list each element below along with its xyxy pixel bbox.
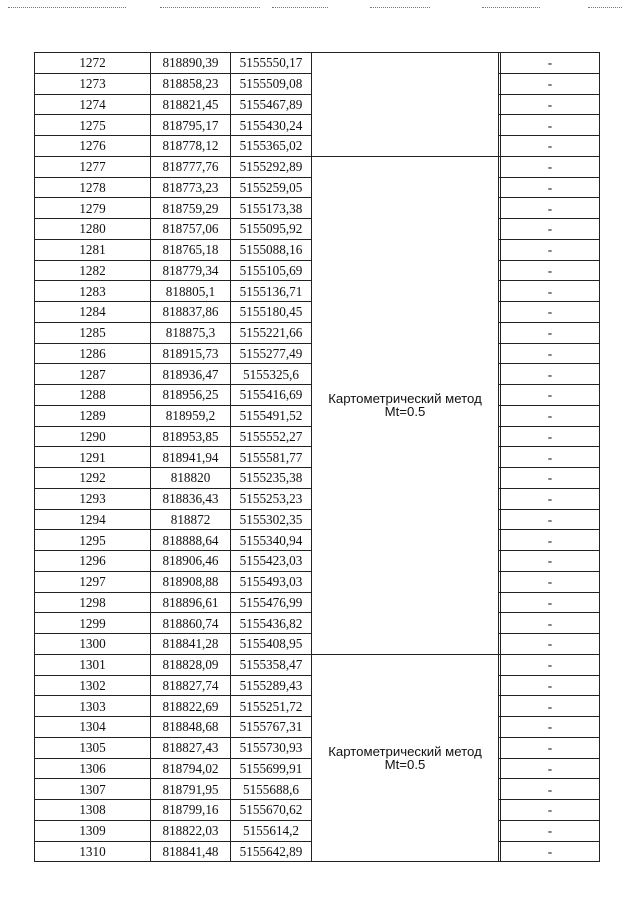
accuracy-cell: -: [501, 551, 600, 572]
x-coordinate-cell: 818822,69: [151, 696, 231, 717]
point-number-cell: 1305: [35, 737, 151, 758]
point-number-cell: 1294: [35, 509, 151, 530]
y-coordinate-cell: 5155436,82: [231, 613, 312, 634]
point-number-cell: 1277: [35, 156, 151, 177]
point-number-cell: 1284: [35, 302, 151, 323]
point-number-cell: 1279: [35, 198, 151, 219]
y-coordinate-cell: 5155493,03: [231, 571, 312, 592]
y-coordinate-cell: 5155550,17: [231, 53, 312, 74]
y-coordinate-cell: 5155289,43: [231, 675, 312, 696]
point-number-cell: 1285: [35, 322, 151, 343]
method-cell: [312, 156, 499, 654]
method-accuracy: Mt=0.5: [384, 757, 426, 772]
x-coordinate-cell: 818820: [151, 468, 231, 489]
y-coordinate-cell: 5155136,71: [231, 281, 312, 302]
point-number-cell: 1300: [35, 634, 151, 655]
y-coordinate-cell: 5155088,16: [231, 239, 312, 260]
y-coordinate-cell: 5155365,02: [231, 136, 312, 157]
accuracy-cell: -: [501, 156, 600, 177]
x-coordinate-cell: 818795,17: [151, 115, 231, 136]
y-coordinate-cell: 5155699,91: [231, 758, 312, 779]
accuracy-cell: -: [501, 385, 600, 406]
y-coordinate-cell: 5155292,89: [231, 156, 312, 177]
x-coordinate-cell: 818765,18: [151, 239, 231, 260]
x-coordinate-cell: 818821,45: [151, 94, 231, 115]
accuracy-cell: -: [501, 592, 600, 613]
accuracy-cell: -: [501, 509, 600, 530]
x-coordinate-cell: 818794,02: [151, 758, 231, 779]
x-coordinate-cell: 818827,43: [151, 737, 231, 758]
table-row: [35, 53, 600, 74]
point-number-cell: 1298: [35, 592, 151, 613]
y-coordinate-cell: 5155688,6: [231, 779, 312, 800]
y-coordinate-cell: 5155277,49: [231, 343, 312, 364]
point-number-cell: 1273: [35, 73, 151, 94]
accuracy-cell: -: [501, 302, 600, 323]
x-coordinate-cell: 818779,34: [151, 260, 231, 281]
y-coordinate-cell: 5155253,23: [231, 488, 312, 509]
point-number-cell: 1303: [35, 696, 151, 717]
y-coordinate-cell: 5155491,52: [231, 405, 312, 426]
y-coordinate-cell: 5155614,2: [231, 820, 312, 841]
x-coordinate-cell: 818956,25: [151, 385, 231, 406]
point-number-cell: 1301: [35, 654, 151, 675]
point-number-cell: 1290: [35, 426, 151, 447]
x-coordinate-cell: 818837,86: [151, 302, 231, 323]
accuracy-cell: -: [501, 530, 600, 551]
accuracy-cell: -: [501, 634, 600, 655]
method-name: Картометрический метод: [328, 391, 482, 407]
coordinates-table: [34, 52, 600, 862]
point-number-cell: 1280: [35, 219, 151, 240]
point-number-cell: 1297: [35, 571, 151, 592]
y-coordinate-cell: 5155423,03: [231, 551, 312, 572]
y-coordinate-cell: 5155259,05: [231, 177, 312, 198]
accuracy-cell: -: [501, 800, 600, 821]
x-coordinate-cell: 818896,61: [151, 592, 231, 613]
x-coordinate-cell: 818953,85: [151, 426, 231, 447]
point-number-cell: 1302: [35, 675, 151, 696]
point-number-cell: 1295: [35, 530, 151, 551]
accuracy-cell: -: [501, 488, 600, 509]
x-coordinate-cell: 818848,68: [151, 717, 231, 738]
accuracy-cell: -: [501, 737, 600, 758]
accuracy-cell: -: [501, 53, 600, 74]
x-coordinate-cell: 818872: [151, 509, 231, 530]
point-number-cell: 1310: [35, 841, 151, 862]
y-coordinate-cell: 5155730,93: [231, 737, 312, 758]
x-coordinate-cell: 818959,2: [151, 405, 231, 426]
method-cell: [312, 53, 499, 157]
accuracy-cell: -: [501, 115, 600, 136]
y-coordinate-cell: 5155251,72: [231, 696, 312, 717]
x-coordinate-cell: 818777,76: [151, 156, 231, 177]
accuracy-cell: -: [501, 281, 600, 302]
method-accuracy: Mt=0.5: [384, 404, 426, 420]
accuracy-cell: -: [501, 696, 600, 717]
accuracy-cell: -: [501, 94, 600, 115]
point-number-cell: 1288: [35, 385, 151, 406]
header-dotted-line: [0, 0, 639, 14]
accuracy-cell: -: [501, 613, 600, 634]
accuracy-cell: -: [501, 426, 600, 447]
y-coordinate-cell: 5155180,45: [231, 302, 312, 323]
accuracy-cell: -: [501, 343, 600, 364]
y-coordinate-cell: 5155340,94: [231, 530, 312, 551]
y-coordinate-cell: 5155105,69: [231, 260, 312, 281]
y-coordinate-cell: 5155325,6: [231, 364, 312, 385]
accuracy-cell: -: [501, 364, 600, 385]
point-number-cell: 1309: [35, 820, 151, 841]
point-number-cell: 1275: [35, 115, 151, 136]
point-number-cell: 1304: [35, 717, 151, 738]
point-number-cell: 1306: [35, 758, 151, 779]
point-number-cell: 1272: [35, 53, 151, 74]
accuracy-cell: -: [501, 239, 600, 260]
accuracy-cell: -: [501, 468, 600, 489]
y-coordinate-cell: 5155552,27: [231, 426, 312, 447]
y-coordinate-cell: 5155221,66: [231, 322, 312, 343]
x-coordinate-cell: 818858,23: [151, 73, 231, 94]
x-coordinate-cell: 818822,03: [151, 820, 231, 841]
x-coordinate-cell: 818908,88: [151, 571, 231, 592]
point-number-cell: 1293: [35, 488, 151, 509]
accuracy-cell: -: [501, 136, 600, 157]
accuracy-cell: -: [501, 198, 600, 219]
accuracy-cell: -: [501, 779, 600, 800]
accuracy-cell: -: [501, 447, 600, 468]
x-coordinate-cell: 818941,94: [151, 447, 231, 468]
x-coordinate-cell: 818759,29: [151, 198, 231, 219]
x-coordinate-cell: 818915,73: [151, 343, 231, 364]
y-coordinate-cell: 5155670,62: [231, 800, 312, 821]
point-number-cell: 1292: [35, 468, 151, 489]
accuracy-cell: -: [501, 758, 600, 779]
x-coordinate-cell: 818799,16: [151, 800, 231, 821]
y-coordinate-cell: 5155642,89: [231, 841, 312, 862]
point-number-cell: 1296: [35, 551, 151, 572]
x-coordinate-cell: 818778,12: [151, 136, 231, 157]
point-number-cell: 1299: [35, 613, 151, 634]
x-coordinate-cell: 818906,46: [151, 551, 231, 572]
point-number-cell: 1278: [35, 177, 151, 198]
y-coordinate-cell: 5155476,99: [231, 592, 312, 613]
x-coordinate-cell: 818757,06: [151, 219, 231, 240]
y-coordinate-cell: 5155408,95: [231, 634, 312, 655]
y-coordinate-cell: 5155581,77: [231, 447, 312, 468]
point-number-cell: 1307: [35, 779, 151, 800]
accuracy-cell: -: [501, 675, 600, 696]
point-number-cell: 1291: [35, 447, 151, 468]
x-coordinate-cell: 818841,48: [151, 841, 231, 862]
accuracy-cell: -: [501, 322, 600, 343]
x-coordinate-cell: 818827,74: [151, 675, 231, 696]
point-number-cell: 1276: [35, 136, 151, 157]
x-coordinate-cell: 818860,74: [151, 613, 231, 634]
method-name: Картометрический метод: [328, 743, 482, 759]
accuracy-cell: -: [501, 841, 600, 862]
x-coordinate-cell: 818841,28: [151, 634, 231, 655]
y-coordinate-cell: 5155235,38: [231, 468, 312, 489]
y-coordinate-cell: 5155767,31: [231, 717, 312, 738]
x-coordinate-cell: 818888,64: [151, 530, 231, 551]
y-coordinate-cell: 5155430,24: [231, 115, 312, 136]
point-number-cell: 1286: [35, 343, 151, 364]
accuracy-cell: -: [501, 177, 600, 198]
y-coordinate-cell: 5155416,69: [231, 385, 312, 406]
point-number-cell: 1289: [35, 405, 151, 426]
accuracy-cell: -: [501, 260, 600, 281]
point-number-cell: 1281: [35, 239, 151, 260]
y-coordinate-cell: 5155509,08: [231, 73, 312, 94]
accuracy-cell: -: [501, 219, 600, 240]
y-coordinate-cell: 5155467,89: [231, 94, 312, 115]
method-cell: [312, 654, 499, 862]
coordinates-table-body: [35, 53, 600, 862]
x-coordinate-cell: 818936,47: [151, 364, 231, 385]
table-row: [35, 156, 600, 177]
x-coordinate-cell: 818805,1: [151, 281, 231, 302]
x-coordinate-cell: 818890,39: [151, 53, 231, 74]
accuracy-cell: -: [501, 571, 600, 592]
point-number-cell: 1283: [35, 281, 151, 302]
accuracy-cell: -: [501, 405, 600, 426]
y-coordinate-cell: 5155358,47: [231, 654, 312, 675]
accuracy-cell: -: [501, 73, 600, 94]
x-coordinate-cell: 818828,09: [151, 654, 231, 675]
point-number-cell: 1282: [35, 260, 151, 281]
point-number-cell: 1308: [35, 800, 151, 821]
x-coordinate-cell: 818875,3: [151, 322, 231, 343]
accuracy-cell: -: [501, 717, 600, 738]
y-coordinate-cell: 5155302,35: [231, 509, 312, 530]
point-number-cell: 1287: [35, 364, 151, 385]
x-coordinate-cell: 818791,95: [151, 779, 231, 800]
table-row: [35, 654, 600, 675]
accuracy-cell: -: [501, 820, 600, 841]
accuracy-cell: -: [501, 654, 600, 675]
x-coordinate-cell: 818773,23: [151, 177, 231, 198]
x-coordinate-cell: 818836,43: [151, 488, 231, 509]
point-number-cell: 1274: [35, 94, 151, 115]
y-coordinate-cell: 5155095,92: [231, 219, 312, 240]
y-coordinate-cell: 5155173,38: [231, 198, 312, 219]
